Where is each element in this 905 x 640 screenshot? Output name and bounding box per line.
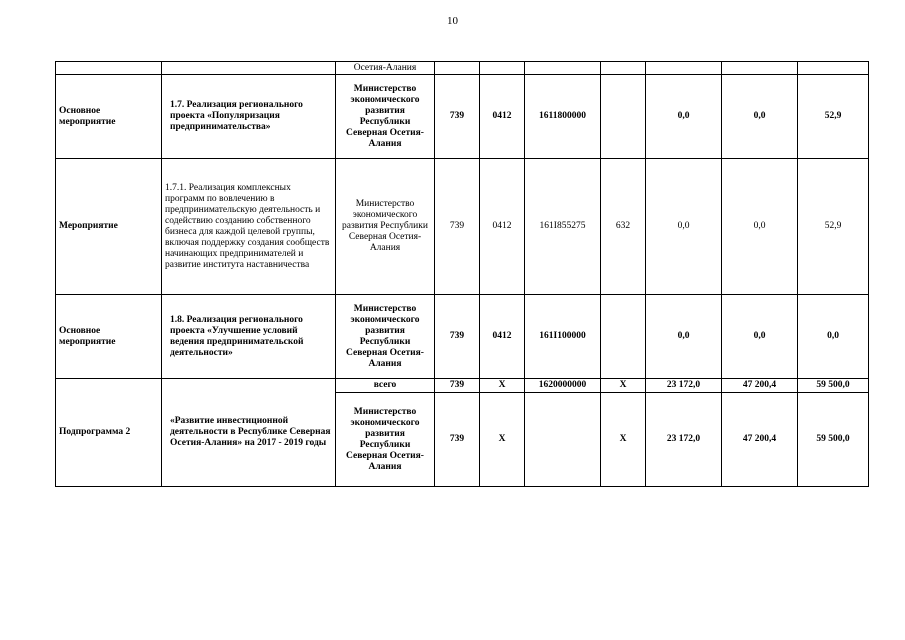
row-executor-cell: Осетия-Алания bbox=[336, 62, 435, 75]
row-csr-cell: 161I100000 bbox=[525, 295, 601, 379]
row-grbs-cell: 739 bbox=[435, 159, 480, 295]
row-rz-cell bbox=[480, 62, 525, 75]
row-2017-cell: 23 172,0 bbox=[646, 393, 722, 487]
row-type-cell: Мероприятие bbox=[56, 159, 162, 295]
row-name-cell: 1.7. Реализация регионального проекта «Популяризация предпринимательства» bbox=[162, 75, 336, 159]
row-executor-cell: Министерство экономического развития Республики Северная Осетия-Алания bbox=[336, 393, 435, 487]
table-row bbox=[56, 75, 869, 159]
row-grbs-cell bbox=[435, 62, 480, 75]
row-rz-cell: 0412 bbox=[480, 159, 525, 295]
row-executor-cell: Министерство экономического развития Республики Северная Осетия-Алания bbox=[336, 159, 435, 295]
row-2018-cell: 47 200,4 bbox=[722, 379, 798, 393]
row-2019-cell: 59 500,0 bbox=[798, 393, 869, 487]
row-executor-cell: Министерство экономического развития Республики Северная Осетия-Алания bbox=[336, 295, 435, 379]
table-row bbox=[56, 159, 869, 295]
row-csr-cell bbox=[525, 393, 601, 487]
row-2018-cell bbox=[722, 62, 798, 75]
row-2019-cell: 52,9 bbox=[798, 75, 869, 159]
budget-table bbox=[55, 61, 869, 487]
table-row bbox=[56, 62, 869, 75]
row-type-cell: Основное мероприятие bbox=[56, 295, 162, 379]
subprogram-type-cell: Подпрограмма 2 bbox=[56, 379, 162, 487]
page-number: 10 bbox=[447, 15, 458, 27]
row-rz-cell: 0412 bbox=[480, 75, 525, 159]
row-2019-cell: 59 500,0 bbox=[798, 379, 869, 393]
row-2017-cell: 0,0 bbox=[646, 75, 722, 159]
row-2018-cell: 47 200,4 bbox=[722, 393, 798, 487]
row-vr-cell bbox=[601, 62, 646, 75]
row-2018-cell: 0,0 bbox=[722, 295, 798, 379]
row-csr-cell: 1611800000 bbox=[525, 75, 601, 159]
row-grbs-cell: 739 bbox=[435, 295, 480, 379]
row-2018-cell: 0,0 bbox=[722, 75, 798, 159]
row-2017-cell bbox=[646, 62, 722, 75]
row-2017-cell: 0,0 bbox=[646, 159, 722, 295]
row-csr-cell bbox=[525, 62, 601, 75]
row-executor-cell: Министерство экономического развития Республики Северная Осетия-Алания bbox=[336, 75, 435, 159]
row-2017-cell: 0,0 bbox=[646, 295, 722, 379]
row-name-cell: 1.8. Реализация регионального проекта «Улучшение условий ведения предпринимательской деятельности» bbox=[162, 295, 336, 379]
row-rz-cell: X bbox=[480, 393, 525, 487]
row-grbs-cell: 739 bbox=[435, 75, 480, 159]
table-row bbox=[56, 379, 869, 393]
row-grbs-cell: 739 bbox=[435, 379, 480, 393]
table-row bbox=[56, 295, 869, 379]
row-type-cell bbox=[56, 62, 162, 75]
row-name-cell: 1.7.1. Реализация комплексных программ по вовлечению в предпринимательскую деятельность и содействию созданию собственного бизнеса для каждой целевой группы, включая поддержку создания сообществ начинающих предпринимателей и развитие института наставничества bbox=[162, 159, 336, 295]
row-2019-cell bbox=[798, 62, 869, 75]
row-csr-cell: 161I855275 bbox=[525, 159, 601, 295]
row-vr-cell: X bbox=[601, 379, 646, 393]
row-vr-cell bbox=[601, 75, 646, 159]
row-2017-cell: 23 172,0 bbox=[646, 379, 722, 393]
row-rz-cell: 0412 bbox=[480, 295, 525, 379]
row-vr-cell: X bbox=[601, 393, 646, 487]
subprogram-name-cell: «Развитие инвестиционной деятельности в Республике Северная Осетия-Алания» на 2017 - 2019 годы bbox=[162, 379, 336, 487]
row-vr-cell: 632 bbox=[601, 159, 646, 295]
row-2018-cell: 0,0 bbox=[722, 159, 798, 295]
row-vr-cell bbox=[601, 295, 646, 379]
row-rz-cell: X bbox=[480, 379, 525, 393]
row-executor-cell: всего bbox=[336, 379, 435, 393]
row-2019-cell: 52,9 bbox=[798, 159, 869, 295]
row-grbs-cell: 739 bbox=[435, 393, 480, 487]
row-name-cell bbox=[162, 62, 336, 75]
row-csr-cell: 1620000000 bbox=[525, 379, 601, 393]
row-2019-cell: 0,0 bbox=[798, 295, 869, 379]
row-type-cell: Основное мероприятие bbox=[56, 75, 162, 159]
